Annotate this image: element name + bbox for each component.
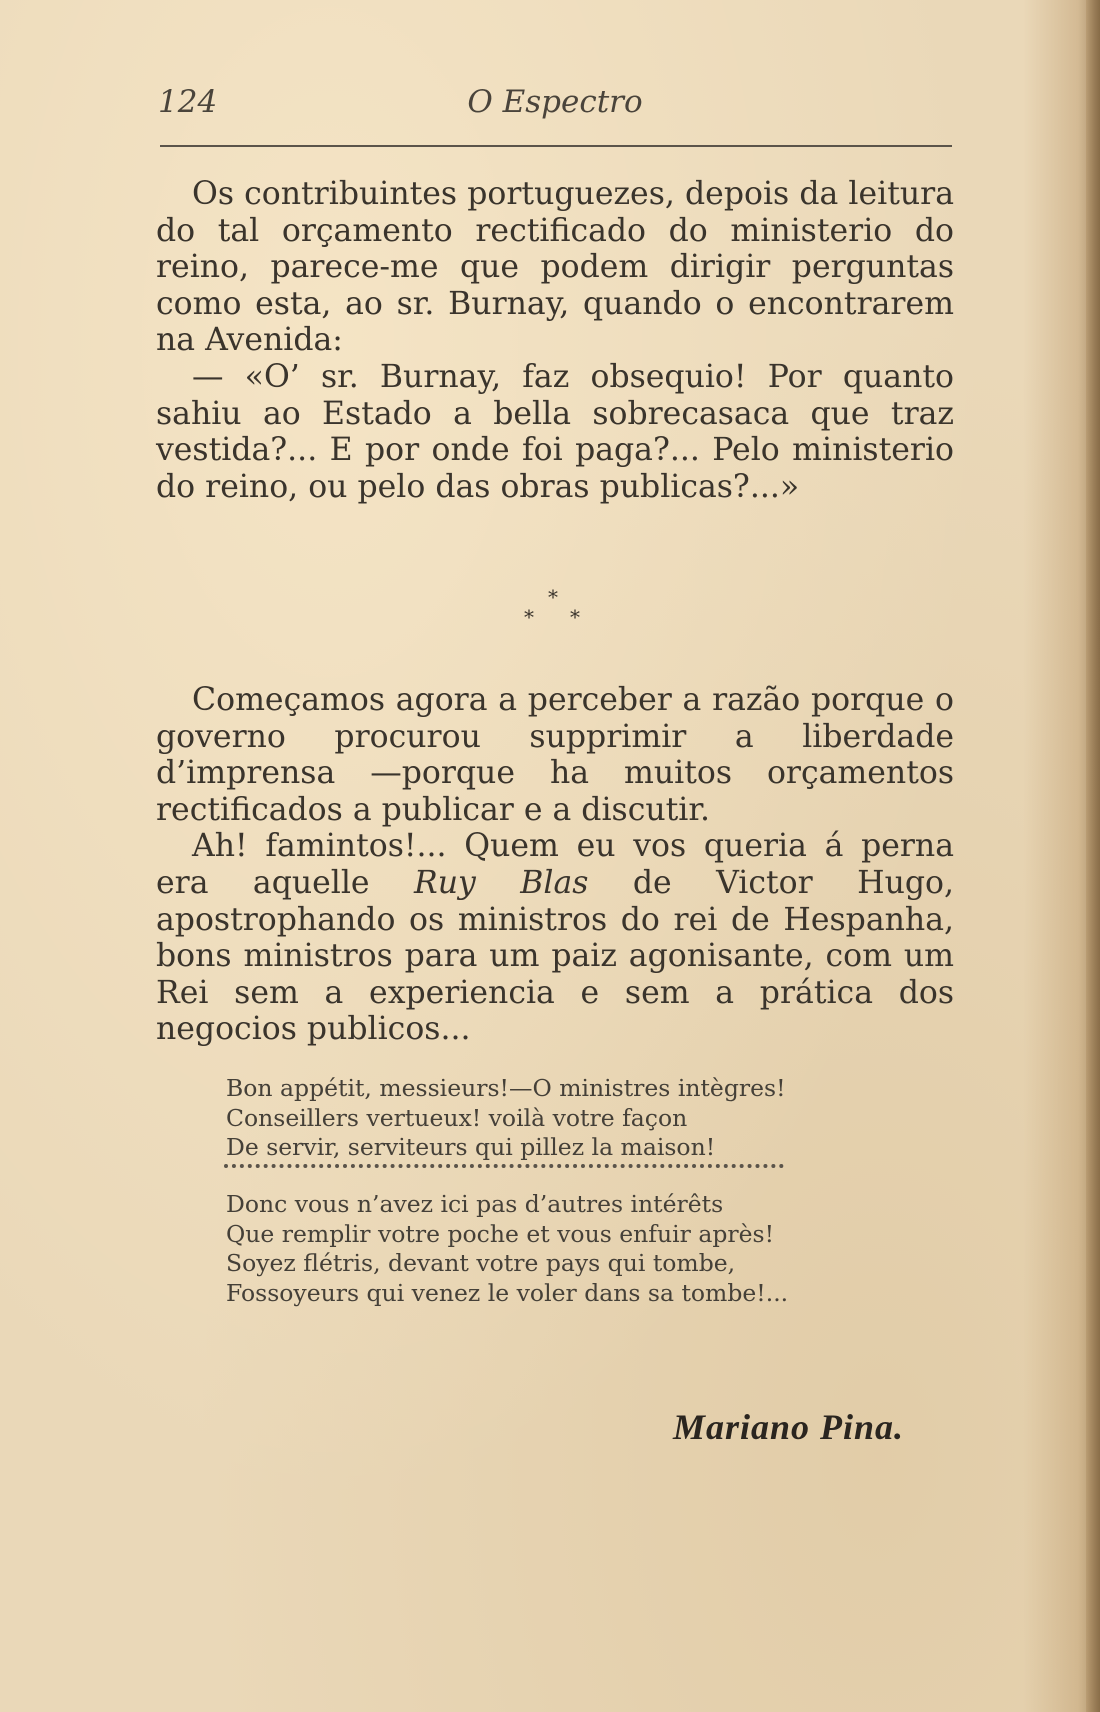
verse-stanza-2 [226,1190,926,1308]
asterism-star-top: * [548,585,558,609]
page-edge [1086,0,1100,1712]
paragraph-4 [156,828,954,1048]
paragraph-3: Começamos agora a perceber a razão porque o governo procurou supprimir a liberdade d’imprensa —porque ha muitos orçamentos rectificados a publicar e a discutir. [156,682,954,828]
verse-line: Bon appétit, messieurs!—O ministres intègres! [226,1074,786,1102]
text-block-1 [156,176,954,505]
verse-line: Donc vous n’avez ici pas d’autres intérêts [226,1190,724,1218]
verse-line: Que remplir votre poche et vous enfuir après! [226,1219,775,1248]
page-header [158,84,952,132]
asterism-star-right: * [570,605,580,629]
paragraph-1: Os contribuintes portuguezes, depois da leitura do tal orçamento rectificado do ministerio do reino, parece-me que podem dirigir perguntas como esta, ao sr. Burnay, quando o encontrarem na Avenida: [156,176,954,359]
page-number: 124 [158,84,218,120]
running-title: O Espectro [467,84,643,120]
italic-title-ruy-blas: Ruy Blas [414,864,589,901]
verse-line: De servir, serviteurs qui pillez la maison! [226,1133,716,1162]
ellipsis-dotted-line [224,1164,784,1168]
verse-line: Fossoyeurs qui venez le voler dans sa tombe!... [226,1278,789,1307]
verse-stanza-1 [226,1074,926,1163]
text-block-2 [156,682,954,1048]
verse-line: Soyez flétris, devant votre pays qui tombe, [226,1249,736,1278]
verse-line: Conseillers vertueux! voilà votre façon [226,1103,688,1132]
paragraph-2: — «O’ sr. Burnay, faz obsequio! Por quanto sahiu ao Estado a bella sobrecasaca que traz vestida?... E por onde foi paga?... Pelo ministerio do reino, ou pelo das obras publicas?...» [156,358,954,505]
author-signature: Mariano Pina. [672,1407,904,1447]
paragraph-4-text-a: Ah! famintos!... Quem eu vos queria á perna era aquelle [156,828,954,901]
asterism-star-left: * [524,605,534,629]
header-rule [160,145,952,147]
paragraph-4-text-b: de Victor Hugo, apostrophando os ministros do rei de Hespanha, bons ministros para um paiz agonisante, com um Rei sem a experiencia e sem a prática dos negocios publicos... [156,864,955,1048]
asterism-divider [500,585,580,635]
